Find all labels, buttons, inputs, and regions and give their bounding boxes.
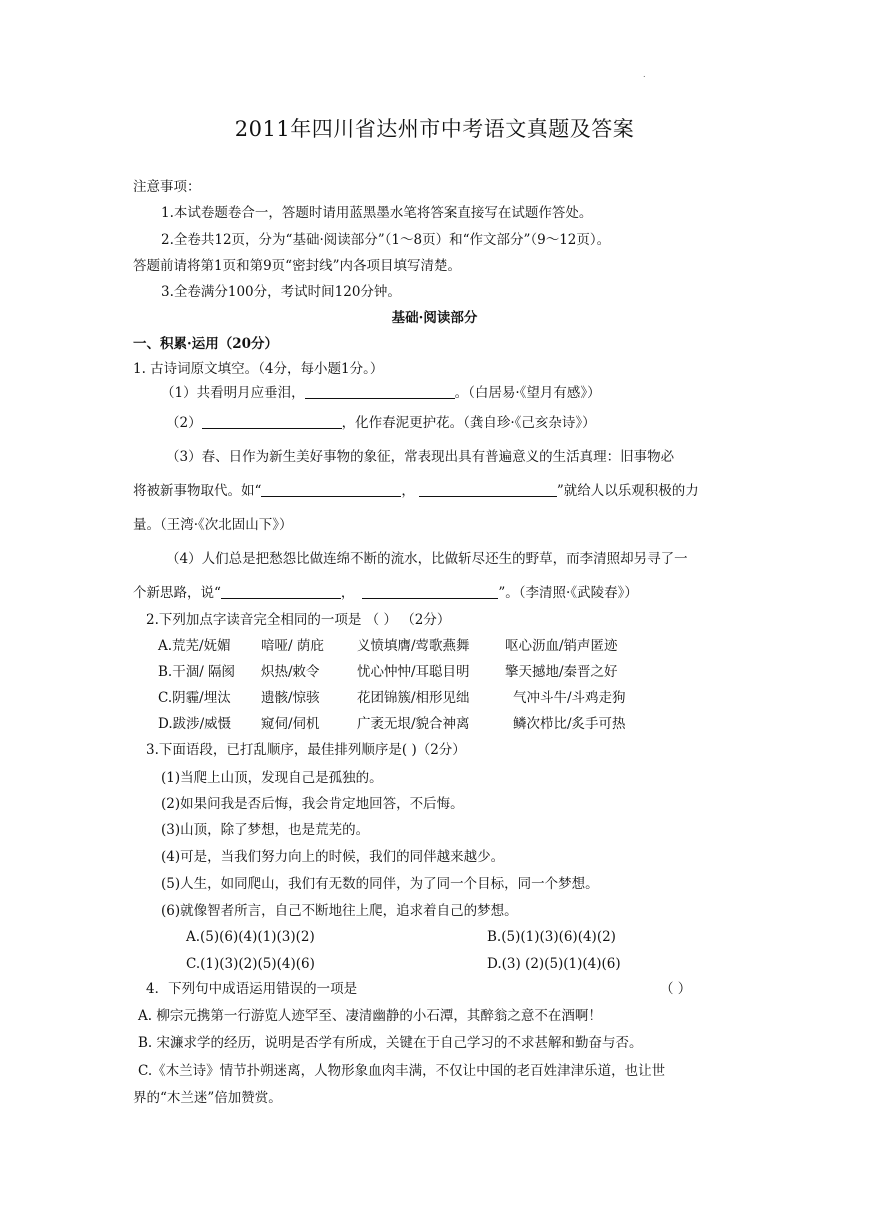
q1-sub4-line1: （4）人们总是把愁怨比做连绵不断的流水，比做斩尽还生的野草，而李清照却另寻了一 bbox=[166, 551, 688, 567]
q1-sub1-text-b: 。（白居易·《望月有感》） bbox=[454, 385, 601, 401]
q1-sub3-line1: （3）春、日作为新生美好事物的象征，常表现出具有普遍意义的生活真理：旧事物必 bbox=[166, 449, 675, 465]
q2-option-c-col3: 花团锦簇/相形见绌 bbox=[357, 690, 470, 706]
q1-stem: 1. 古诗词原文填空。（4分，每小题1分。） bbox=[133, 361, 384, 377]
q1-sub3-blank-1 bbox=[261, 482, 401, 497]
q2-option-d-col1: D.跋涉/威慑 bbox=[158, 716, 232, 732]
q3-option-b: B.(5)(1)(3)(6)(4)(2) bbox=[487, 929, 616, 945]
q1-sub4-text-a: 个新思路，说“ bbox=[133, 585, 221, 601]
q2-option-b-col2: 炽热/敕令 bbox=[261, 664, 320, 680]
q1-sub2-text-b: ，化作春泥更护花。（龚自珍·《己亥杂诗》） bbox=[341, 415, 596, 431]
q2-option-c-col1: C.阴霾/埋汰 bbox=[158, 690, 231, 706]
q3-sentence-1: (1)当爬上山顶，发现自己是孤独的。 bbox=[161, 770, 383, 786]
q3-stem: 3.下面语段，已打乱顺序，最佳排列顺序是( )（2分） bbox=[146, 742, 466, 758]
q1-sub2-blank bbox=[202, 414, 342, 429]
q3-option-c: C.(1)(3)(2)(5)(4)(6) bbox=[186, 956, 315, 972]
q2-option-a-col4: 呕心沥血/销声匿迹 bbox=[505, 638, 618, 654]
q2-option-a-col1: A.荒芜/妩媚 bbox=[158, 638, 231, 654]
q2-option-a-col2: 喑哑/ 荫庇 bbox=[261, 638, 324, 654]
q1-sub3-line2 bbox=[133, 481, 699, 501]
notice-item-1: 1.本试卷题卷合一，答题时请用蓝黑墨水笔将答案直接写在试题作答处。 bbox=[161, 205, 593, 221]
q2-option-b-col4: 擎天撼地/秦晋之好 bbox=[505, 664, 618, 680]
q3-sentence-6: (6)就像智者所言，自己不断地往上爬，追求着自己的梦想。 bbox=[161, 903, 518, 919]
q3-sentence-3: (3)山顶，除了梦想，也是荒芜的。 bbox=[161, 822, 370, 838]
q3-option-a: A.(5)(6)(4)(1)(3)(2) bbox=[186, 929, 315, 945]
q3-sentence-5: (5)人生，如同爬山，我们有无数的同伴，为了同一个目标，同一个梦想。 bbox=[161, 876, 599, 892]
q1-sub2-text-a: （2） bbox=[166, 415, 202, 431]
q2-option-d-col4: 鳞次栉比/炙手可热 bbox=[513, 716, 626, 732]
q2-stem: 2.下列加点字读音完全相同的一项是 （ ） （2分） bbox=[146, 612, 451, 628]
q2-option-d-col3: 广袤无垠/貌合神离 bbox=[357, 716, 470, 732]
q1-sub3-line3: 量。（王湾·《次北固山下》） bbox=[133, 517, 293, 533]
q1-sub4-line2 bbox=[133, 583, 638, 603]
notice-heading: 注意事项： bbox=[133, 179, 201, 195]
header-mark: . bbox=[643, 70, 646, 79]
q2-option-b-col3: 忧心忡忡/耳聪目明 bbox=[357, 664, 470, 680]
notice-item-2a: 2.全卷共12页，分为“基础·阅读部分”（1～8页）和“作文部分”（9～12页）。 bbox=[161, 232, 611, 248]
q1-sub1 bbox=[161, 383, 601, 403]
q1-sub2 bbox=[166, 413, 596, 433]
q4-option-b: B. 宋濂求学的经历，说明是否学有所成，关键在于自己学习的不求甚解和勤奋与否。 bbox=[138, 1035, 643, 1051]
q2-option-a-col3: 义愤填膺/莺歌燕舞 bbox=[357, 638, 470, 654]
q1-sub3-text-b: ， bbox=[401, 483, 415, 499]
q3-option-d: D.(3) (2)(5)(1)(4)(6) bbox=[487, 956, 621, 972]
q1-sub4-blank-2 bbox=[362, 584, 498, 599]
q4-option-c-line1: C.《木兰诗》情节扑朔迷离，人物形象血肉丰满，不仅让中国的老百姓津津乐道，也让世 bbox=[138, 1063, 666, 1079]
q2-option-d-col2: 窥伺/伺机 bbox=[261, 716, 320, 732]
q2-option-b-col1: B.干涸/ 隔阂 bbox=[158, 664, 236, 680]
q4-option-c-line2: 界的“木兰迷”倍加赞赏。 bbox=[133, 1090, 282, 1106]
q1-sub4-text-b: ， bbox=[340, 585, 355, 601]
q1-sub1-text-a: （1）共看明月应垂泪， bbox=[161, 385, 305, 401]
q1-sub3-text-c: ”就给人以乐观积极的力 bbox=[556, 483, 699, 499]
q1-sub1-blank bbox=[305, 384, 455, 399]
q3-sentence-4: (4)可是，当我们努力向上的时候，我们的同伴越来越少。 bbox=[161, 849, 505, 865]
notice-item-3: 3.全卷满分100分，考试时间120分钟。 bbox=[161, 284, 401, 300]
q1-sub3-text-a: 将被新事物取代。如“ bbox=[133, 483, 262, 499]
q1-sub3-blank-2 bbox=[419, 482, 557, 497]
q3-sentence-2: (2)如果问我是否后悔，我会肯定地回答，不后悔。 bbox=[161, 796, 464, 812]
q1-sub4-text-c: ”。（李清照·《武陵春》） bbox=[498, 585, 638, 601]
q2-option-c-col4: 气冲斗牛/斗鸡走狗 bbox=[513, 690, 626, 706]
part1-title: 一、积累·运用（20分） bbox=[133, 336, 278, 352]
q1-sub4-blank-1 bbox=[221, 584, 341, 599]
section-title: 基础·阅读部分 bbox=[391, 310, 478, 326]
page-title: 2011年四川省达州市中考语文真题及答案 bbox=[234, 117, 635, 141]
q4-answer-paren: （ ） bbox=[660, 981, 692, 997]
q4-option-a: A. 柳宗元携第一行游览人迹罕至、凄清幽静的小石潭，其醉翁之意不在酒啊！ bbox=[138, 1008, 602, 1024]
q2-option-c-col2: 遗骸/惊骇 bbox=[261, 690, 320, 706]
notice-item-2b: 答题前请将第1页和第9页“密封线”内各项目填写清楚。 bbox=[133, 258, 461, 274]
q4-stem: 4．下列句中成语运用错误的一项是 bbox=[146, 981, 358, 997]
